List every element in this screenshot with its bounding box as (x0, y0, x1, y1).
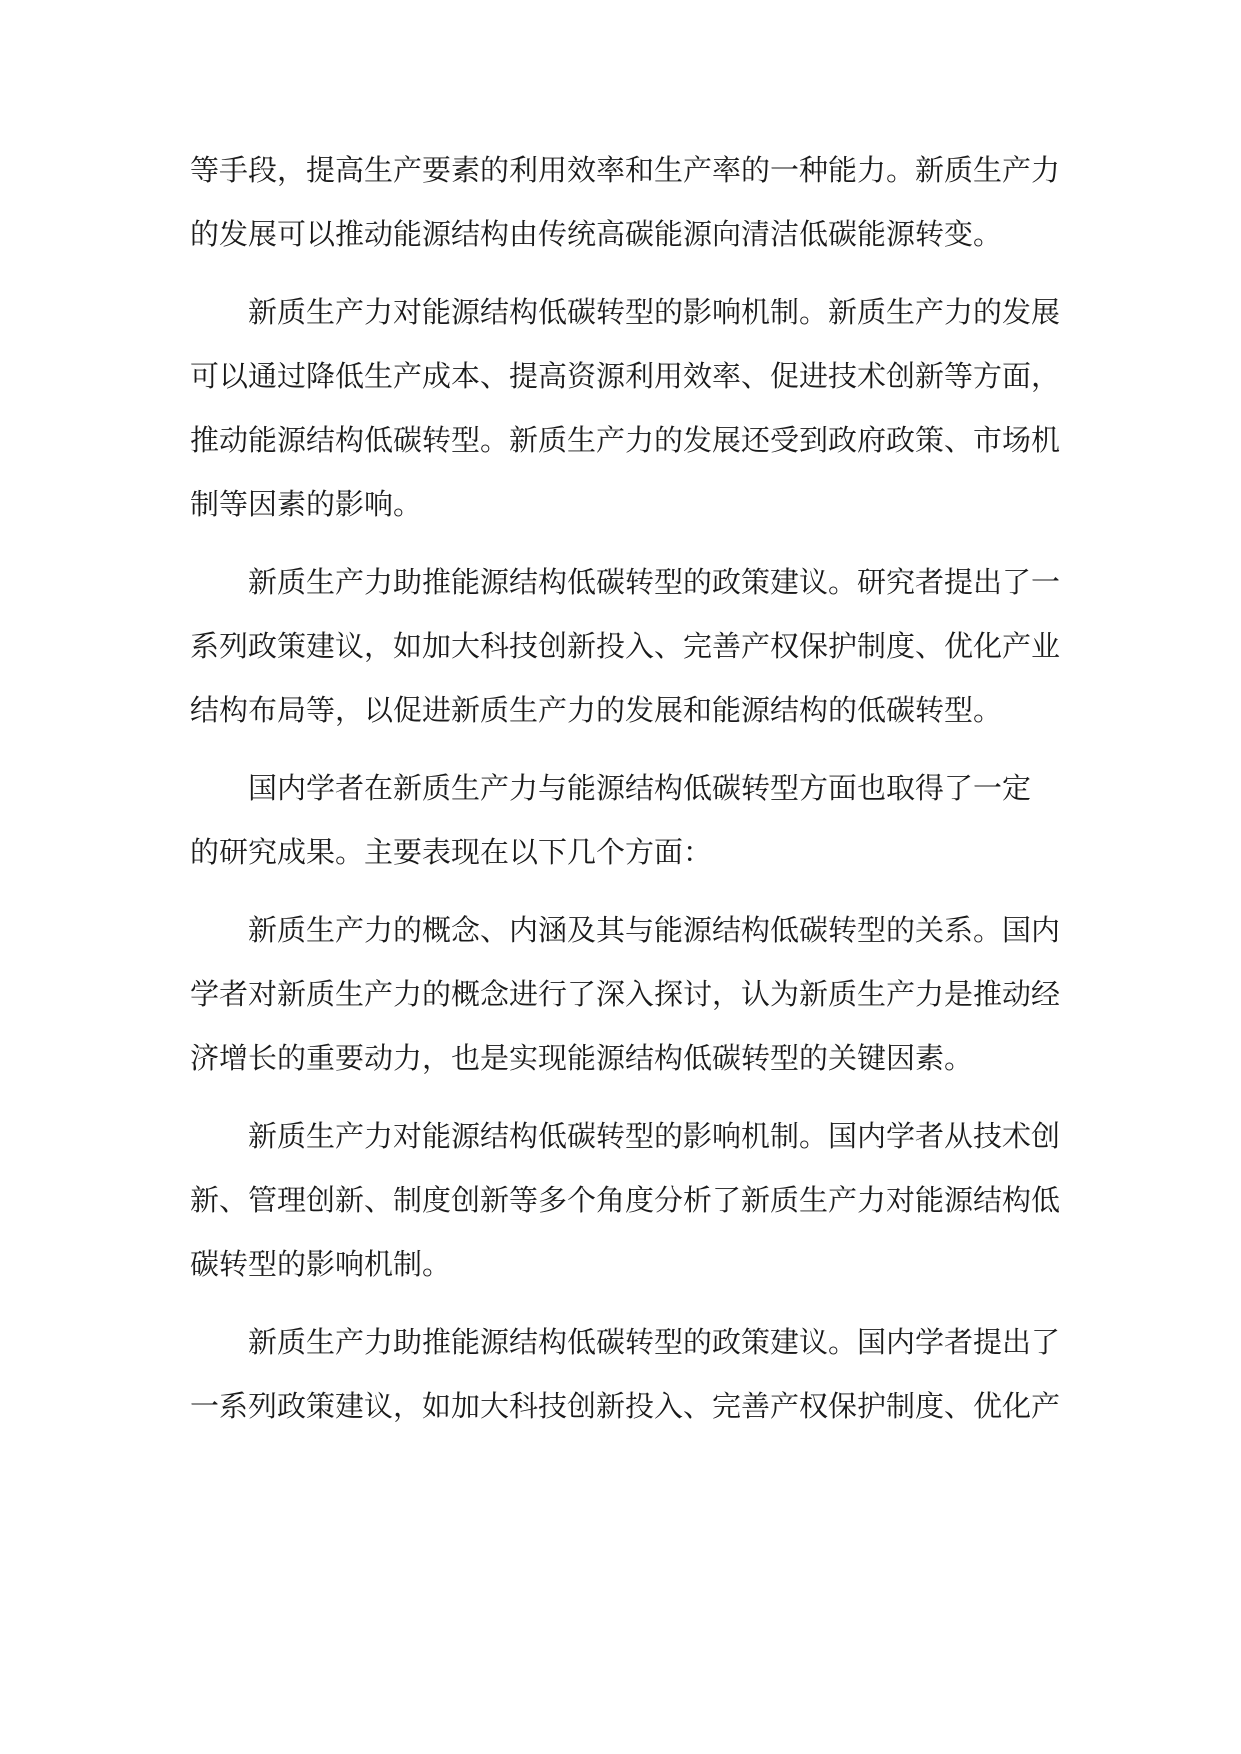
paragraph-first-line: 新质生产力对能源结构低碳转型的影响机制。新质生产力的发展 (248, 295, 1061, 329)
paragraph-first-line: 新质生产力的概念、内涵及其与能源结构低碳转型的关系。国内 (248, 913, 1061, 947)
paragraph-first-line: 新质生产力对能源结构低碳转型的影响机制。国内学者从技术创 (248, 1119, 1061, 1153)
text-line: 一系列政策建议，如加大科技创新投入、完善产权保护制度、优化产 (190, 1389, 1061, 1423)
text-line: 系列政策建议，如加大科技创新投入、完善产权保护制度、优化产业 (190, 629, 1061, 663)
text-line: 推动能源结构低碳转型。新质生产力的发展还受到政府政策、市场机 (190, 423, 1061, 457)
text-line: 等手段，提高生产要素的利用效率和生产率的一种能力。新质生产力 (190, 153, 1061, 187)
text-line: 可以通过降低生产成本、提高资源利用效率、促进技术创新等方面， (190, 359, 1061, 393)
paragraph-first-line: 国内学者在新质生产力与能源结构低碳转型方面也取得了一定 (248, 771, 1032, 805)
paragraph-first-line: 新质生产力助推能源结构低碳转型的政策建议。研究者提出了一 (248, 565, 1061, 599)
text-line: 济增长的重要动力，也是实现能源结构低碳转型的关键因素。 (190, 1041, 974, 1075)
text-line: 碳转型的影响机制。 (190, 1247, 452, 1281)
text-line: 新、管理创新、制度创新等多个角度分析了新质生产力对能源结构低 (190, 1183, 1061, 1217)
text-line: 学者对新质生产力的概念进行了深入探讨，认为新质生产力是推动经 (190, 977, 1061, 1011)
text-line: 制等因素的影响。 (190, 487, 423, 521)
document-body (190, 138, 1060, 1438)
text-line: 结构布局等，以促进新质生产力的发展和能源结构的低碳转型。 (190, 693, 1003, 727)
text-line: 的发展可以推动能源结构由传统高碳能源向清洁低碳能源转变。 (190, 217, 1003, 251)
paragraph-first-line: 新质生产力助推能源结构低碳转型的政策建议。国内学者提出了 (248, 1325, 1061, 1359)
text-line: 的研究成果。主要表现在以下几个方面： (190, 835, 713, 869)
